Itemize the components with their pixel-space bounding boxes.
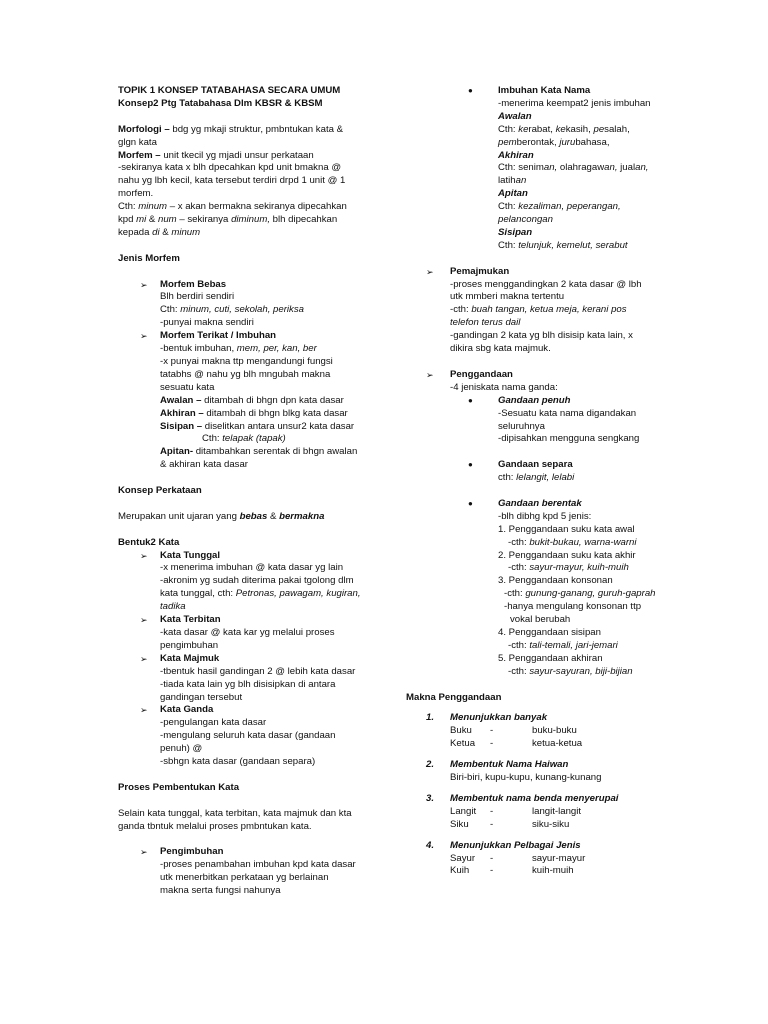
line: -tbentuk hasil gandingan 2 @ lebih kata dasar [160,665,356,677]
text: ke [555,123,566,135]
line: -gandingan 2 kata yg blh disisip kata lain, x [450,330,633,342]
text: bukit-bukau, warna-warni [529,536,637,548]
item-title: Pengimbuhan [160,846,224,858]
arrow-bullet-icon: ➢ [140,550,148,561]
text: kezaliman, peperangan, [518,201,621,213]
line [498,240,668,253]
list-item-gandaan-penuh [406,395,668,447]
list-item-kata-majmuk [118,653,380,705]
text: num [158,214,177,226]
text: gunung-ganang, guruh-gaprah [525,588,656,600]
line: 1. Penggandaan suku kata awal [498,523,635,535]
example-line [118,201,380,214]
line [498,175,668,188]
word: buku-buku [532,725,577,737]
word: langit-langit [532,805,582,817]
line [160,433,380,446]
section-heading: Makna Penggandaan [406,691,502,703]
dash: - [490,818,494,830]
section-heading: Konsep Perkataan [118,485,202,497]
example-pair [450,738,668,751]
line: 3. Penggandaan konsonan [498,575,613,587]
dash: - [490,738,494,750]
line: -proses penambahan imbuhan kpd kata dasar [160,859,356,871]
line: sesuatu kata [160,381,215,393]
list-item-morfem-bebas [118,279,380,331]
line: -Sesuatu kata nama digandakan [498,407,637,419]
text: Merupakan unit ujaran yang [118,510,240,522]
line [160,343,380,356]
section-heading: Proses Pembentukan Kata [118,781,240,793]
sub-heading: Awalan [498,110,532,122]
example-pair [450,725,668,738]
line: -akronim yg sudah diterima pakai tgolong dlm [160,575,354,587]
text: & [159,226,172,238]
text: -cth: [508,639,530,651]
item-title: Pemajmukan [450,265,510,277]
word: Sayur [450,852,476,864]
item-title: Kata Terbitan [160,614,221,626]
line [160,421,380,434]
term: Morfem – [118,149,161,161]
list-item-pengimbuhan [118,846,380,898]
text: pem [498,136,517,148]
line [498,137,668,150]
arrow-bullet-icon: ➢ [140,615,148,626]
left-column [118,85,380,898]
text: minum [171,226,201,238]
text: bermakna [279,510,325,522]
text: -cth: [508,665,530,677]
line [498,472,668,485]
line: -mengulang seluruh kata dasar (gandaan [160,730,336,742]
line [498,562,668,575]
makna-item-4 [406,840,668,879]
text: -cth: [504,588,526,600]
line: -dipisahkan mengguna sengkang [498,433,640,445]
line: -proses menggandingkan 2 kata dasar @ lbh [450,278,642,290]
list-item-pemajmukan [406,266,668,356]
line: Selain kata tunggal, kata terbitan, kata majmuk dan kta [118,807,352,819]
item-title: Imbuhan Kata Nama [498,85,591,96]
text: ke [518,123,529,135]
text: salah, [604,123,630,135]
word: Ketua [450,738,476,750]
term: Akhiran – [160,407,204,419]
text: juru [559,136,576,148]
list-item-kata-tunggal [118,550,380,615]
text: & [146,214,158,226]
dash: - [490,805,494,817]
term: Sisipan – [160,420,203,432]
text: bdg yg mkaji struktur, pmbntukan kata & [169,123,344,135]
line [118,227,380,240]
text: an [515,175,527,187]
text: tali-temali, jari-jemari [529,639,618,651]
arrow-bullet-icon: ➢ [140,847,148,858]
line: 2. Penggandaan suku kata akhir [498,549,636,561]
bullet-dot-icon: ● [468,86,473,95]
term: Awalan – [160,394,202,406]
line [160,395,380,408]
line [498,162,668,175]
line: vokal berubah [510,614,571,626]
morfem-def [118,150,380,163]
word: Langit [450,805,477,817]
right-column [406,85,668,878]
text: diminum, [231,214,270,226]
text: ditambah di bhgn dpn kata dasar [201,394,344,406]
line [160,304,380,317]
text: -cth: [508,536,530,548]
topic-subtitle: Konsep2 Ptg Tatabahasa Dlm KBSR & KBSM [118,97,323,109]
text: lelangit, lelabi [516,472,575,484]
list-item-kata-ganda [118,704,380,769]
item-title: Gandaan penuh [498,394,571,406]
text: kepada [118,226,153,238]
line: -sbhgn kata dasar (gandaan separa) [160,756,316,768]
item-title: Kata Tunggal [160,549,221,561]
list-number: 4. [426,839,435,851]
text: senim [518,162,544,174]
text: rabat, [528,123,556,135]
text: diselitkan antara unsur2 kata dasar [202,420,355,432]
word: Siku [450,818,469,830]
text: Cth: [498,239,519,251]
sub-heading: Sisipan [498,226,533,238]
line: glgn kata [118,136,157,148]
text: mi [136,214,147,226]
term: Apitan- [160,446,194,458]
text: Petronas, pawagam, kugiran, [235,588,361,600]
line: 4. Penggandaan sisipan [498,627,601,638]
line: Blh berdiri sendiri [160,291,235,303]
item-title: Gandaan berentak [498,497,582,509]
list-item-imbuhan-kata-nama [406,85,668,253]
word: ketua-ketua [532,738,583,750]
example-pair [450,853,668,866]
line [160,408,380,421]
text: kasih, [565,123,594,135]
line: -kata dasar @ kata kar yg melalui proses [160,626,335,638]
line: nahu yg lbh kecil, kata tersebut terdiri drpd 1 unit @ 1 [118,175,346,187]
text: olahragaw [559,162,605,174]
text: -cth: [450,304,472,316]
word: sayur-mayur [532,852,586,864]
line: gandingan tersebut [160,691,243,703]
example-pair [450,819,668,832]
text: & [267,510,280,522]
line: morfem. [118,188,154,200]
text: ditambahkan serentak di bhgn awalan [193,446,358,458]
arrow-bullet-icon: ➢ [140,653,148,664]
list-number: 3. [426,792,435,804]
line [498,666,668,679]
line: seluruhnya [498,420,545,432]
line: utk mmberi makna tertentu [450,291,565,303]
line: -hanya mengulang konsonan ttp [504,601,642,613]
text: – x akan bermakna sekiranya dipecahkan [167,201,347,213]
text: ditambah di bhgn blkg kata dasar [203,407,348,419]
item-title: Menunjukkan Pelbagai Jenis [450,839,581,851]
text: blh dipecahkan [270,214,338,226]
line: pelancongan [498,214,553,226]
text: bebas [239,510,268,522]
text: telapak (tapak) [222,433,286,445]
makna-item-2 [406,759,668,785]
text: cth: [498,472,517,484]
text: buah tangan, ketua meja, kerani pos [471,304,627,316]
line: 5. Penggandaan akhiran [498,652,603,664]
line: -menerima keempat2 jenis imbuhan [498,97,651,109]
dash: - [490,725,494,737]
arrow-bullet-icon: ➢ [426,369,434,380]
line: utk menerbitkan perkataan yg berlainan [160,872,329,884]
line: penuh) @ [160,743,203,755]
line: -sekiranya kata x blh dpecahkan kpd unit bmakna @ [118,162,342,174]
text: pe [593,123,605,135]
line [498,537,668,550]
item-title: Menunjukkan banyak [450,712,548,724]
item-title: Morfem Terikat / Imbuhan [160,330,277,342]
text: -cth: [508,562,530,574]
text: latih [498,175,516,187]
text: di [152,226,160,238]
text: Cth: [498,201,519,213]
line: -x punyai makna ttp mengandungi fungsi [160,355,333,367]
makna-item-3 [406,793,668,832]
item-title: Kata Majmuk [160,652,220,664]
word: Kuih [450,865,470,877]
sub-heading: Apitan [498,188,528,200]
text: telunjuk, kemelut, serabut [518,239,628,251]
text: -bentuk imbuhan, [160,343,237,355]
text: kpd [118,214,137,226]
line [450,304,668,317]
text: Cth: [498,162,519,174]
line: dikira sbg kata majmuk. [450,343,551,355]
arrow-bullet-icon: ➢ [140,705,148,716]
line: pengimbuhan [160,639,219,651]
bullet-dot-icon: ● [468,460,473,470]
section-heading: Jenis Morfem [118,252,180,264]
sub-heading: Akhiran [498,149,534,161]
text: berontak, [516,136,560,148]
item-title: Penggandaan [450,368,513,380]
line: -4 jeniskata nama ganda: [450,381,558,393]
text: sayur-mayur, kuih-muih [529,562,629,574]
list-item-gandaan-separa [406,459,668,485]
arrow-bullet-icon: ➢ [426,266,434,277]
line: -punyai makna sendiri [160,317,254,329]
list-item-morfem-terikat [118,330,380,472]
text: sayur-sayuran, biji-bijian [529,665,633,677]
text: an, [635,162,649,174]
bullet-dot-icon: ● [468,498,473,508]
makna-item-1 [406,712,668,751]
text: Cth: [202,433,223,445]
text: minum, cuti, sekolah, periksa [180,304,304,316]
bullet-dot-icon: ● [468,395,473,405]
line [498,201,668,214]
line: -blh dibhg kpd 5 jenis: [498,510,592,522]
item-title: Membentuk nama benda menyerupai [450,792,619,804]
text: kata tunggal, cth: [160,588,236,600]
arrow-bullet-icon: ➢ [140,331,148,342]
line [118,214,380,227]
line [498,124,668,137]
line: tatabhs @ nahu yg blh mngubah makna [160,368,331,380]
line: makna serta fungsi nahunya [160,885,281,897]
line: -tiada kata lain yg blh disisipkan di antara [160,678,336,690]
list-item-gandaan-berentak [406,498,668,679]
line: telefon terus dail [450,317,521,329]
text: – sekiranya [176,214,232,226]
item-title: Kata Ganda [160,704,214,716]
term: Morfologi – [118,123,170,135]
text: Cth: [498,123,519,135]
line [160,446,380,459]
line: Biri-biri, kupu-kupu, kunang-kunang [450,772,602,784]
word: Buku [450,725,472,737]
text: Cth: [160,304,181,316]
example-pair [450,806,668,819]
text: minum [138,201,168,213]
morfologi-def [118,124,380,137]
text: an, [543,162,560,174]
list-item-penggandaan [406,369,668,395]
text: Cth: [118,201,139,213]
dash: - [490,865,494,877]
line [498,588,668,601]
word: siku-siku [532,818,570,830]
list-number: 1. [426,712,435,724]
example-pair [450,865,668,878]
list-number: 2. [426,759,435,771]
line [498,640,668,653]
line: & akhiran kata dasar [160,459,248,471]
item-title: Morfem Bebas [160,278,227,290]
line: -x menerima imbuhan @ kata dasar yg lain [160,562,344,574]
line: tadika [160,601,186,613]
text: jual [620,162,636,174]
topic-title: TOPIK 1 KONSEP TATABAHASA SECARA UMUM [118,85,341,96]
text: an, [604,162,621,174]
item-title: Membentuk Nama Haiwan [450,759,569,771]
text: unit tkecil yg mjadi unsur perkataan [160,149,314,161]
section-heading: Bentuk2 Kata [118,536,180,548]
line [160,588,380,601]
line [118,511,380,524]
arrow-bullet-icon: ➢ [140,279,148,290]
line: ganda tbntuk melalui proses pmbntukan kata. [118,820,312,832]
text: mem, per, kan, ber [236,343,317,355]
word: kuih-muih [532,865,574,877]
dash: - [490,852,494,864]
item-title: Gandaan separa [498,459,573,471]
list-item-kata-terbitan [118,614,380,653]
text: bahasa, [575,136,610,148]
line: -pengulangan kata dasar [160,717,267,729]
